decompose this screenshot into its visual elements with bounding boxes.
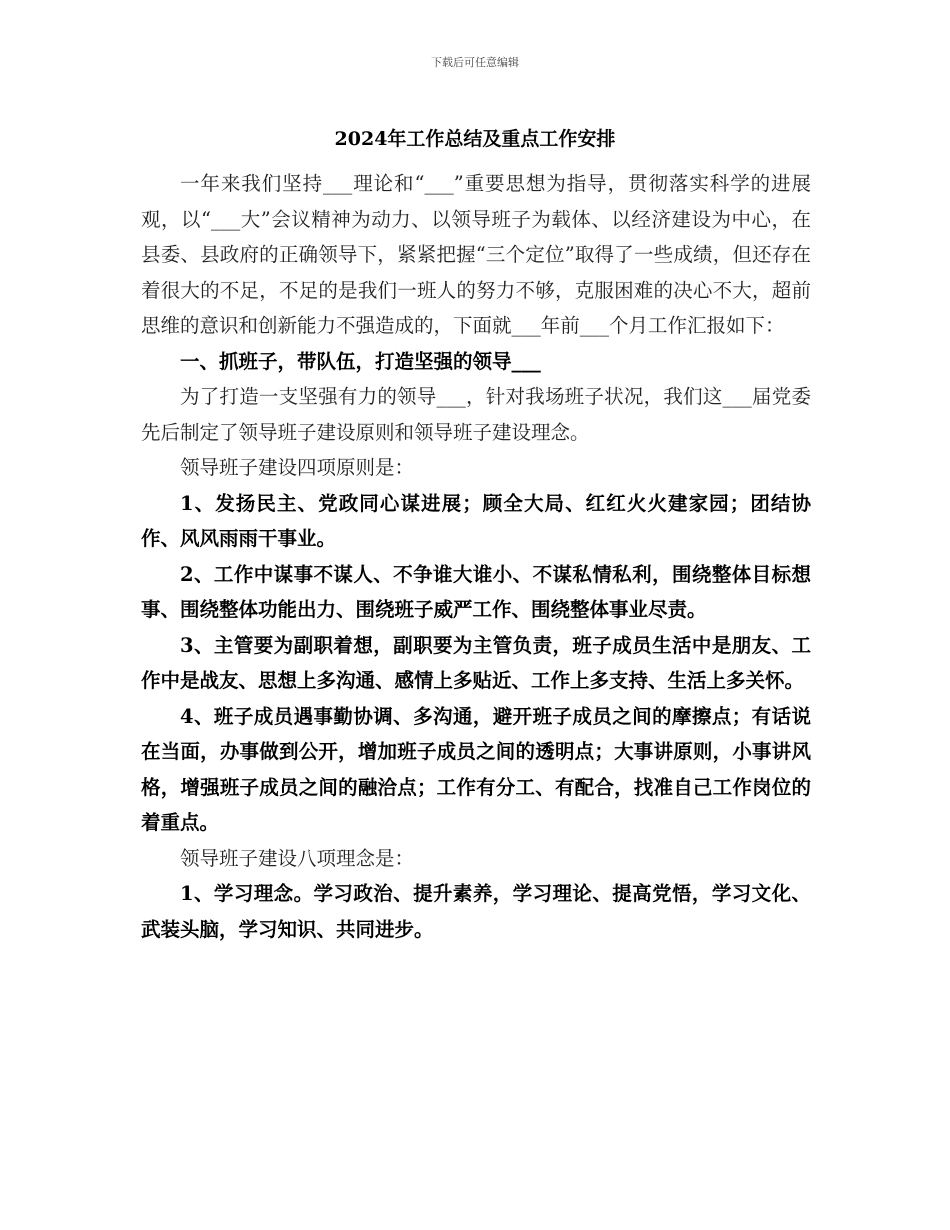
- section-heading-1: 一、抓班子，带队伍，打造坚强的领导___: [180, 349, 541, 373]
- header-note: 下载后可任意编辑: [431, 56, 519, 69]
- paragraph: 领导班子建设四项原则是：: [180, 456, 415, 479]
- principle-item-1: 1、发扬民主、党政同心谋进展；顾全大局、红红火火建家园；团结协作、风风雨雨干事业。: [141, 491, 811, 550]
- principle-item-4: 4、班子成员遇事勤协调、多沟通，避开班子成员之间的摩擦点；有话说在当面，办事做到公开，增加班子成员之间的透明点；大事讲原则，小事讲风格，增强班子成员之间的融洽点；工作有分工、有配合，找准自己工作岗位的着重点。: [141, 704, 811, 834]
- concept-item-1: 1、学习理念。学习政治、提升素养，学习理论、提高党悟，学习文化、武装头脑，学习知识、共同进步。: [141, 882, 811, 941]
- paragraph: 为了打造一支坚强有力的领导___，针对我场班子状况，我们这___届党委先后制定了领导班子建设原则和领导班子建设理念。: [141, 385, 811, 444]
- principle-item-2: 2、工作中谋事不谋人、不争谁大谁小、不谋私情私利，围绕整体目标想事、围绕整体功能出力、围绕班子威严工作、围绕整体事业尽责。: [141, 562, 811, 621]
- document-title: 2024年工作总结及重点工作安排: [334, 128, 616, 150]
- principle-item-3: 3、主管要为副职着想，副职要为主管负责，班子成员生活中是朋友、工作中是战友、思想上多沟通、感情上多贴近、工作上多支持、生活上多关怀。: [141, 633, 811, 692]
- paragraph: 领导班子建设八项理念是：: [180, 846, 415, 870]
- document-body: [141, 166, 811, 947]
- paragraph-intro: 一年来我们坚持___理论和“___”重要思想为指导，贯彻落实科学的进展观，以“___大”会议精神为动力、以领导班子为载体、以经济建设为中心，在县委、县政府的正确领导下，紧紧把握“三个定位”取得了一些成绩，但还存在着很大的不足，不足的是我们一班人的努力不够，克服困难的决心不大，超前思维的意识和创新能力不强造成的，下面就___年前___个月工作汇报如下：: [141, 172, 811, 337]
